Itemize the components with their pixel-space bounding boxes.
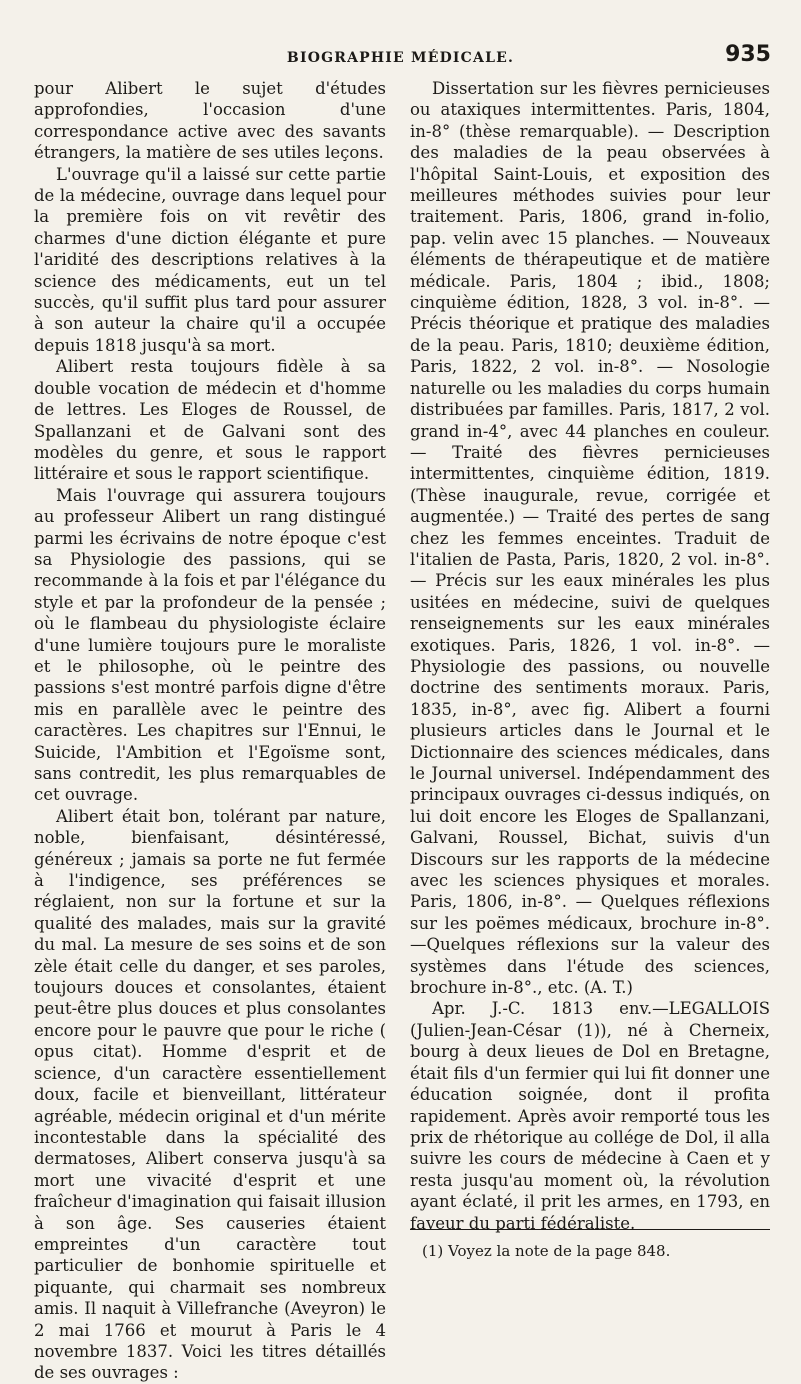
- footnote-divider: [410, 1229, 770, 1231]
- paragraph: Alibert était bon, tolérant par nature, noble, bienfaisant, désintéressé, généreux ; jamais sa porte ne fut fermée à l'indigence, ses préférences se réglaient, non sur la fortune et sur la qualité des malades, mais sur la gravité du mal. La mesure de ses soins et de son zèle était celle du danger, et ses paroles, toujours douces et consolantes, étaient peut-être plus douces et plus consolantes encore pour le pauvre que pour le riche ( opus citat). Homme d'esprit et de science, d'un caractère essentiellement doux, facile et bienveillant, littérateur agréable, médecin original et d'un mérite incontestable dans la spécialité des dermatoses, Alibert conserva jusqu'à sa mort une vivacité d'esprit et une fraîcheur d'imagination qui faisait illusion à son âge. Ses causeries étaient empreintes d'un caractère tout particulier de bonhomie spirituelle et piquante, qui charmait ses nombreux amis. Il naquit à Villefranche (Aveyron) le 2 mai 1766 et mourut à Paris le 4 novembre 1837. Voici les titres détaillés de ses ouvrages :: [34, 806, 386, 1383]
- paragraph: Dissertation sur les fièvres pernicieuses ou ataxiques intermittentes. Paris, 1804, in-8° (thèse remarquable). — Description des maladies de la peau observées à l'hôpital Saint-Louis, et exposition des meilleures méthodes suivies pour leur traitement. Paris, 1806, grand in-folio, pap. velin avec 15 planches. — Nouveaux éléments de thérapeutique et de matière médicale. Paris, 1804 ; ibid., 1808; cinquième édition, 1828, 3 vol. in-8°. — Précis théorique et pratique des maladies de la peau. Paris, 1810; deuxième édition, Paris, 1822, 2 vol. in-8°. — Nosologie naturelle ou les maladies du corps humain distribuées par familles. Paris, 1817, 2 vol. grand in-4°, avec 44 planches en couleur. — Traité des fièvres pernicieuses intermittentes, cinquième édition, 1819. (Thèse inaugurale, revue, corrigée et augmentée.) — Traité des pertes de sang chez les femmes enceintes. Traduit de l'italien de Pasta, Paris, 1820, 2 vol. in-8°. — Précis sur les eaux minérales les plus usitées en médecine, suivi de quelques renseignements sur les eaux minérales exotiques. Paris, 1826, 1 vol. in-8°. — Physiologie des passions, ou nouvelle doctrine des sentiments moraux. Paris, 1835, in-8°, avec fig. Alibert a fourni plusieurs articles dans le Journal et le Dictionnaire des sciences médicales, dans le Journal universel. Indépendamment des principaux ouvrages ci-dessus indiqués, on lui doit encore les Eloges de Spallanzani, Galvani, Roussel, Bichat, suivis d'un Discours sur les rapports de la médecine avec les sciences physiques et morales. Paris, 1806, in-8°. — Quelques réflexions sur les poëmes médicaux, brochure in-8°.—Quelques réflexions sur la valeur des systèmes dans l'étude des sciences, brochure in-8°., etc. (A. T.): [410, 79, 771, 998]
- footnote: (1) Voyez la note de la page 848.: [422, 1242, 671, 1260]
- right-column: [410, 78, 770, 1234]
- page-header: [0, 42, 801, 72]
- running-title: BIOGRAPHIE MÉDICALE.: [286, 50, 515, 66]
- paragraph: Mais l'ouvrage qui assurera toujours au professeur Alibert un rang distingué parmi les écrivains de notre époque c'est sa Physiologie des passions, qui se recommande à la fois et par l'élégance du style et par la profondeur de la pensée ; où le flambeau du physiologiste éclaire d'une lumière toujours pure le moraliste et le philosophe, où le peintre des passions s'est montré parfois digne d'être mis en parallèle avec le peintre des caractères. Les chapitres sur l'Ennui, le Suicide, l'Ambition et l'Egoïsme sont, sans contredit, les plus remarquables de cet ouvrage.: [34, 485, 386, 805]
- paragraph: pour Alibert le sujet d'études approfondies, l'occasion d'une correspondance active avec des savants étrangers, la matière de ses utiles leçons.: [34, 79, 386, 163]
- left-column: [34, 78, 386, 1384]
- paragraph: Alibert resta toujours fidèle à sa double vocation de médecin et d'homme de lettres. Les Eloges de Roussel, de Spallanzani et de Galvani sont des modèles du genre, et sous le rapport littéraire et sous le rapport scientifique.: [34, 357, 386, 484]
- paragraph: Apr. J.-C. 1813 env.—LEGALLOIS (Julien-Jean-César (1)), né à Cherneix, bourg à deux lieues de Dol en Bretagne, était fils d'un fermier qui lui fit donner une éducation soignée, dont il profita rapidement. Après avoir remporté tous les prix de rhétorique au collége de Dol, il alla suivre les cours de médecine à Caen et y resta jusqu'au moment où, la révolution ayant éclaté, il prit les armes, en 1793, en faveur du parti fédéraliste.: [410, 999, 770, 1233]
- paragraph: L'ouvrage qu'il a laissé sur cette partie de la médecine, ouvrage dans lequel pour la première fois on vit revêtir des charmes d'une diction élégante et pure l'aridité des descriptions relatives à la science des médicaments, eut un tel succès, qu'il suffit plus tard pour assurer à son auteur la chaire qu'il a occupée depuis 1818 jusqu'à sa mort.: [34, 164, 386, 355]
- page-number: 935: [725, 42, 771, 67]
